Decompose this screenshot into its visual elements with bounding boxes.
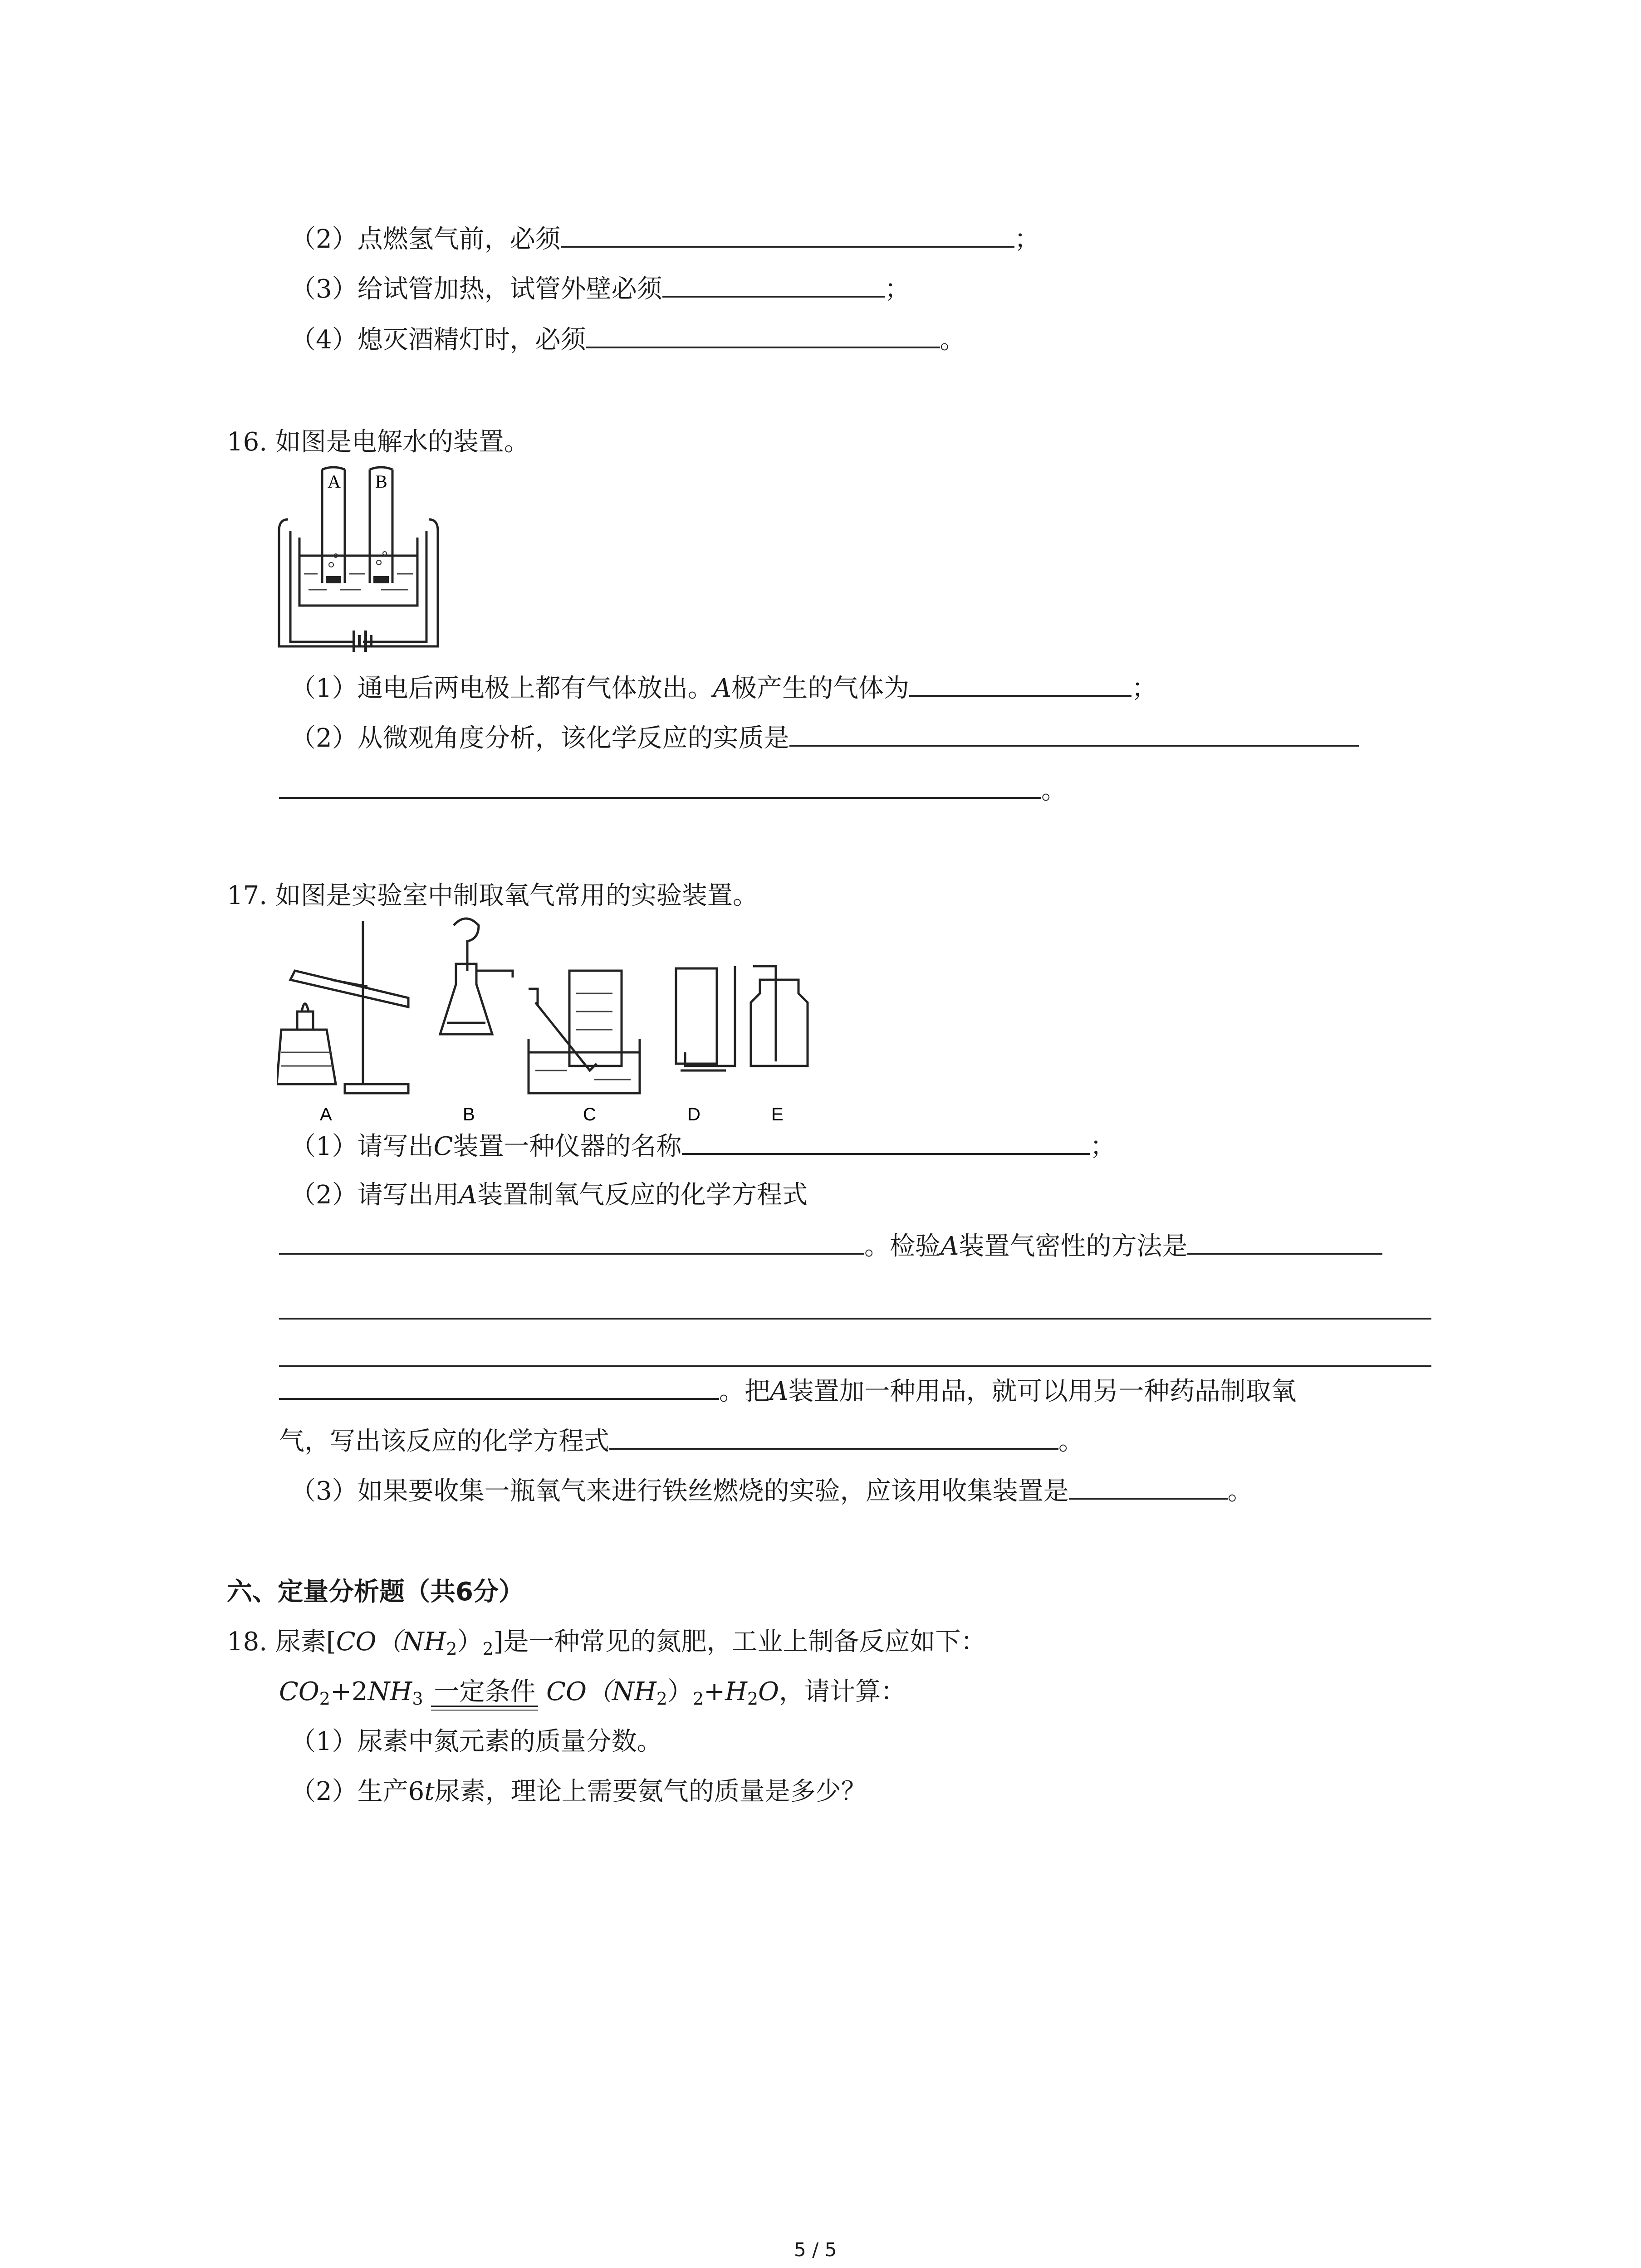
q15-item2-label: （2）点燃氢气前，必须: [290, 225, 561, 254]
punct: 。: [940, 325, 965, 355]
var-a: A: [941, 1232, 959, 1261]
apparatus-e-label: E: [771, 1105, 784, 1124]
q17-item2-line2: [279, 1229, 1382, 1262]
q15-item4: [290, 323, 965, 356]
q17-add-text: 。把: [719, 1377, 770, 1406]
q17-add-text2: 装置加一种用品，就可以用另一种药品制取氧: [788, 1377, 1297, 1406]
subscript: 2: [446, 1639, 457, 1659]
answer-blank[interactable]: [682, 1129, 1090, 1155]
q17-item2-line5: [279, 1374, 1296, 1408]
q17-item2-line6: [279, 1424, 1084, 1457]
answer-blank[interactable]: [561, 222, 1014, 248]
q15-item4-label: （4）熄灭酒精灯时，必须: [290, 325, 586, 355]
answer-blank[interactable]: [1069, 1474, 1228, 1500]
q18-item2-text2: 尿素，理论上需要氨气的质量是多少？: [434, 1777, 867, 1806]
q16-item1: [290, 671, 1157, 704]
unit-t: t: [424, 1777, 435, 1806]
answer-blank[interactable]: [909, 671, 1132, 697]
subscript: 2: [319, 1689, 330, 1709]
paren: ）: [457, 1627, 483, 1657]
page-number: 5 / 5: [794, 2239, 837, 2261]
formula-nh: NH: [367, 1677, 412, 1706]
answer-blank[interactable]: [662, 272, 885, 298]
var-c: C: [433, 1132, 453, 1161]
plus: +2: [330, 1677, 368, 1706]
q17-cont-text: 气，写出该反应的化学方程式: [279, 1427, 609, 1456]
q17-item2-text: （2）请写出用: [290, 1180, 459, 1210]
q16-item2: [290, 721, 1359, 754]
answer-blank[interactable]: [279, 1374, 719, 1400]
electrolysis-apparatus-figure: [277, 465, 440, 655]
q16-item2-line2: [279, 773, 1067, 807]
subscript: 3: [412, 1689, 423, 1709]
subscript: 2: [692, 1689, 704, 1709]
q16-item1-text: （1）通电后两电极上都有气体放出。: [290, 674, 713, 703]
punct: 。: [1058, 1427, 1084, 1456]
apparatus-a-label: A: [320, 1105, 332, 1124]
subscript: 2: [656, 1689, 667, 1709]
answer-blank[interactable]: [586, 323, 940, 348]
apparatus-b-label: B: [463, 1105, 475, 1124]
formula-h: H: [725, 1677, 747, 1706]
tube-b-label: B: [375, 471, 387, 492]
urea-formula: CO（NH: [336, 1627, 446, 1657]
q18-item2: [290, 1776, 867, 1808]
q17-item3-label: （3）如果要收集一瓶氧气来进行铁丝燃烧的实验，应该用收集装置是: [290, 1476, 1069, 1506]
apparatus-c-label: C: [583, 1105, 596, 1124]
q18-eq-tail: ，请计算：: [779, 1677, 906, 1706]
q15-item3: [290, 272, 910, 305]
q15-item2: [290, 222, 1040, 255]
punct: ；: [884, 274, 910, 304]
q16-item1-text2: 极产生的气体为: [731, 674, 910, 703]
q17-item1: [290, 1129, 1116, 1163]
formula-o: O: [758, 1677, 779, 1706]
q18-stem-text2: ]是一种常见的氮肥，工业上制备反应如下：: [493, 1627, 986, 1657]
answer-blank[interactable]: [789, 721, 1359, 747]
punct: ；: [1014, 225, 1040, 254]
q17-check-text2: 装置气密性的方法是: [959, 1232, 1188, 1261]
punct: 。: [1227, 1476, 1253, 1506]
q15-item3-label: （3）给试管加热，试管外壁必须: [290, 274, 662, 304]
q17-item3: [290, 1474, 1253, 1507]
answer-blank[interactable]: [279, 773, 1041, 799]
answer-blank[interactable]: [1187, 1229, 1382, 1255]
q16-item2-label: （2）从微观角度分析，该化学反应的实质是: [290, 723, 789, 753]
punct: ；: [1090, 1132, 1116, 1161]
q17-check-text: 。检验: [864, 1232, 941, 1261]
oxygen-apparatus-figure: [277, 916, 821, 1129]
answer-rule[interactable]: [279, 1365, 1431, 1367]
answer-rule[interactable]: [279, 1318, 1431, 1320]
answer-blank[interactable]: [609, 1424, 1058, 1450]
q17-stem: 17. 如图是实验室中制取氧气常用的实验装置。: [227, 881, 758, 910]
answer-blank[interactable]: [279, 1229, 864, 1255]
reaction-condition: 一定条件: [431, 1676, 538, 1708]
apparatus-d-label: D: [687, 1105, 700, 1124]
q17-item1-text: （1）请写出: [290, 1132, 434, 1161]
formula-urea: CO（NH: [546, 1677, 656, 1706]
var-a: A: [713, 674, 732, 703]
q17-item2: [290, 1179, 808, 1211]
q18-stem-text: 18. 尿素[: [227, 1627, 336, 1657]
subscript: 2: [747, 1689, 759, 1709]
q17-item1-text2: 装置一种仪器的名称: [453, 1132, 682, 1161]
plus: +: [704, 1677, 725, 1706]
q16-stem: 16. 如图是电解水的装置。: [227, 427, 529, 457]
var-a: A: [770, 1377, 789, 1406]
punct: ；: [1132, 674, 1157, 703]
formula-co: CO: [279, 1677, 319, 1706]
q18-item1: （1）尿素中氮元素的质量分数。: [290, 1727, 662, 1756]
tube-a-label: A: [328, 471, 341, 492]
q17-item2-text2: 装置制氧气反应的化学方程式: [477, 1180, 808, 1210]
punct: 。: [1041, 776, 1067, 805]
section-heading: 六、定量分析题（共6分）: [227, 1577, 524, 1607]
q18-item2-text: （2）生产6: [290, 1777, 425, 1806]
q18-equation: [279, 1676, 906, 1708]
subscript: 2: [482, 1639, 494, 1659]
q18-stem: [227, 1626, 986, 1658]
paren: ）: [667, 1677, 693, 1706]
var-a: A: [459, 1180, 478, 1210]
